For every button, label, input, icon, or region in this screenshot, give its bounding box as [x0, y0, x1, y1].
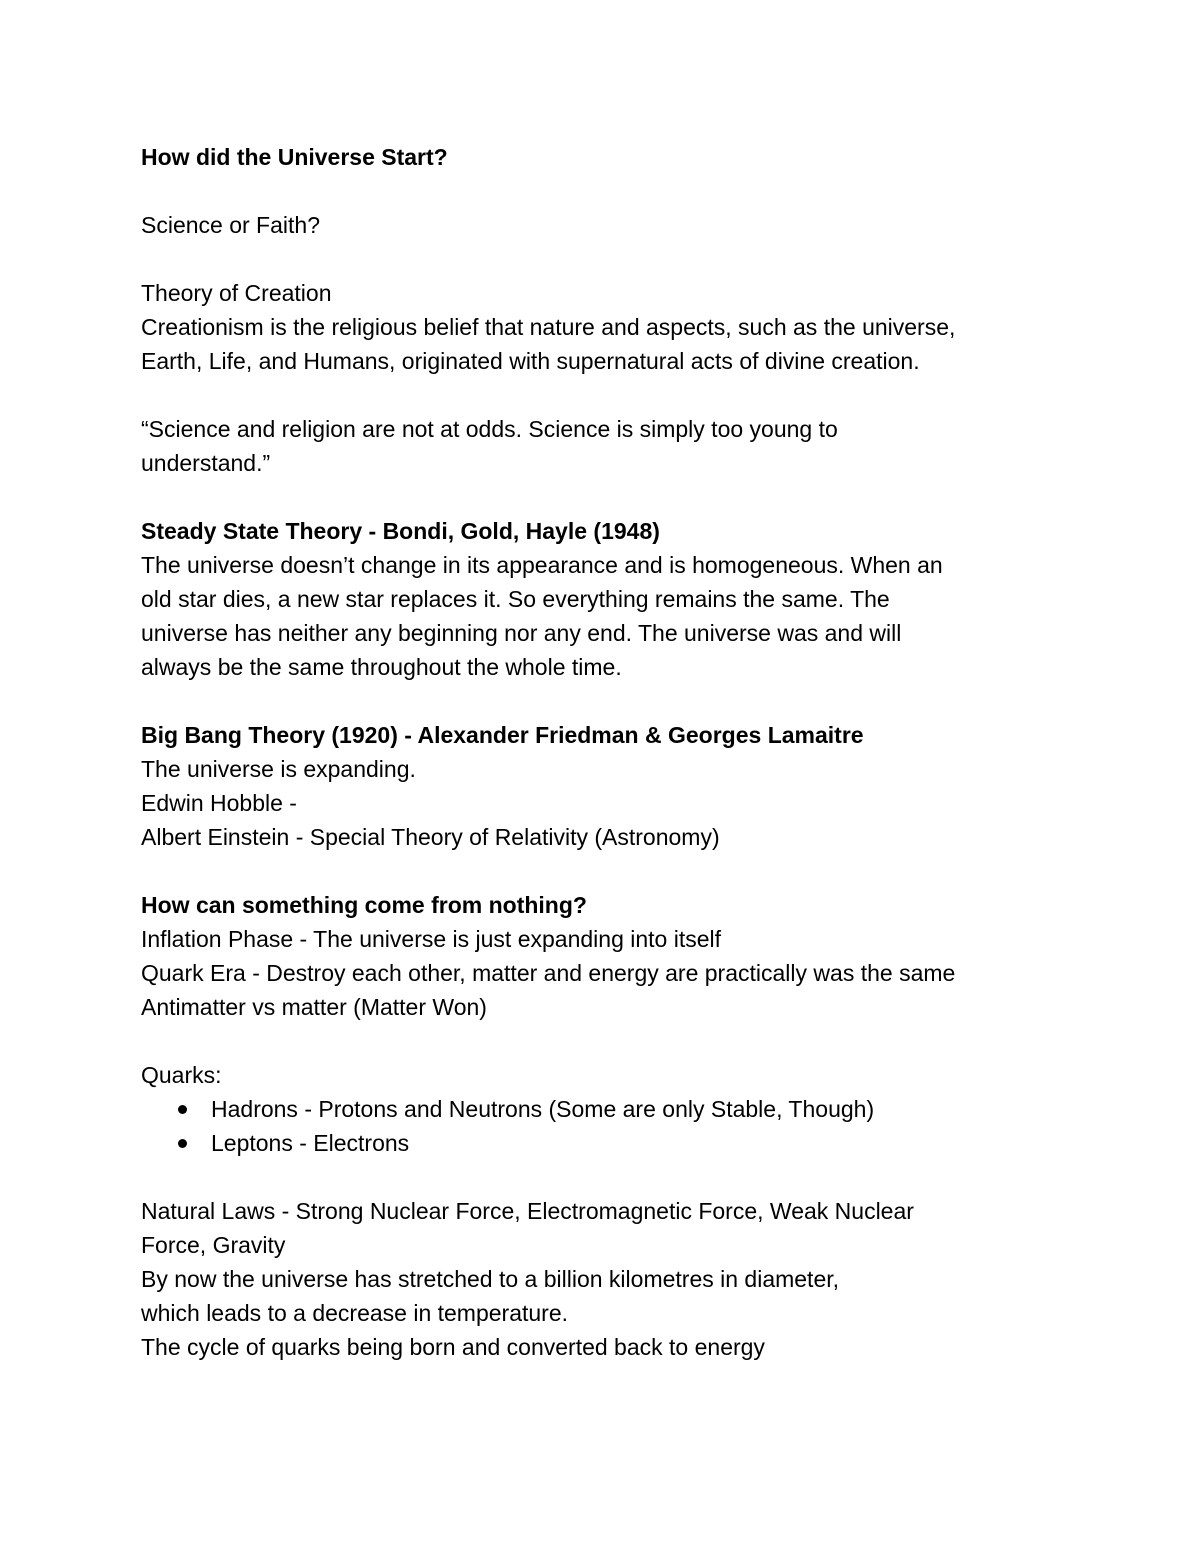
spacer [141, 1160, 1081, 1194]
spacer [141, 242, 1081, 276]
big-bang-line: Edwin Hobble - [141, 790, 297, 816]
creation-line: Creationism is the religious belief that nature and aspects, such as the universe, [141, 314, 956, 340]
list-item-text: Leptons - Electrons [211, 1130, 410, 1156]
natural-laws-line: Natural Laws - Strong Nuclear Force, Electromagnetic Force, Weak Nuclear [141, 1198, 914, 1224]
steady-state-heading: Steady State Theory - Bondi, Gold, Hayle (1948) [141, 518, 660, 544]
creation-section [141, 276, 1081, 378]
something-nothing-line: Antimatter vs matter (Matter Won) [141, 994, 487, 1020]
big-bang-line: Albert Einstein - Special Theory of Relativity (Astronomy) [141, 824, 720, 850]
natural-laws-line: By now the universe has stretched to a billion kilometres in diameter, [141, 1266, 840, 1292]
spacer [141, 1024, 1081, 1058]
something-nothing-line: Quark Era - Destroy each other, matter and energy are practically was the same [141, 960, 956, 986]
quote-section [141, 412, 1081, 480]
creation-heading: Theory of Creation [141, 280, 332, 306]
something-nothing-section [141, 888, 1081, 1024]
spacer [141, 684, 1081, 718]
page-subtitle: Science or Faith? [141, 212, 320, 238]
document-page [141, 140, 1081, 1364]
natural-laws-line: which leads to a decrease in temperature. [141, 1300, 569, 1326]
list-item-text: Hadrons - Protons and Neutrons (Some are only Stable, Though) [211, 1096, 875, 1122]
bullet-icon [178, 1105, 187, 1114]
bullet-icon [178, 1139, 187, 1148]
natural-laws-section [141, 1194, 1081, 1364]
steady-state-line: always be the same throughout the whole time. [141, 654, 622, 680]
big-bang-line: The universe is expanding. [141, 756, 416, 782]
natural-laws-line: The cycle of quarks being born and converted back to energy [141, 1334, 765, 1360]
quarks-label: Quarks: [141, 1062, 222, 1088]
spacer [141, 174, 1081, 208]
spacer [141, 480, 1081, 514]
quarks-section [141, 1058, 1081, 1160]
spacer [141, 854, 1081, 888]
natural-laws-line: Force, Gravity [141, 1232, 286, 1258]
steady-state-line: The universe doesn’t change in its appearance and is homogeneous. When an [141, 552, 943, 578]
steady-state-section [141, 514, 1081, 684]
creation-line: Earth, Life, and Humans, originated with supernatural acts of divine creation. [141, 348, 920, 374]
list-item [141, 1092, 1081, 1126]
big-bang-heading: Big Bang Theory (1920) - Alexander Friedman & Georges Lamaitre [141, 722, 864, 748]
steady-state-line: universe has neither any beginning nor any end. The universe was and will [141, 620, 902, 646]
quote-line: understand.” [141, 450, 271, 476]
something-nothing-heading: How can something come from nothing? [141, 892, 587, 918]
big-bang-section [141, 718, 1081, 854]
steady-state-line: old star dies, a new star replaces it. So everything remains the same. The [141, 586, 890, 612]
something-nothing-line: Inflation Phase - The universe is just expanding into itself [141, 926, 722, 952]
list-item [141, 1126, 1081, 1160]
spacer [141, 378, 1081, 412]
quote-line: “Science and religion are not at odds. Science is simply too young to [141, 416, 838, 442]
quarks-list [141, 1092, 1081, 1160]
page-title: How did the Universe Start? [141, 144, 448, 170]
